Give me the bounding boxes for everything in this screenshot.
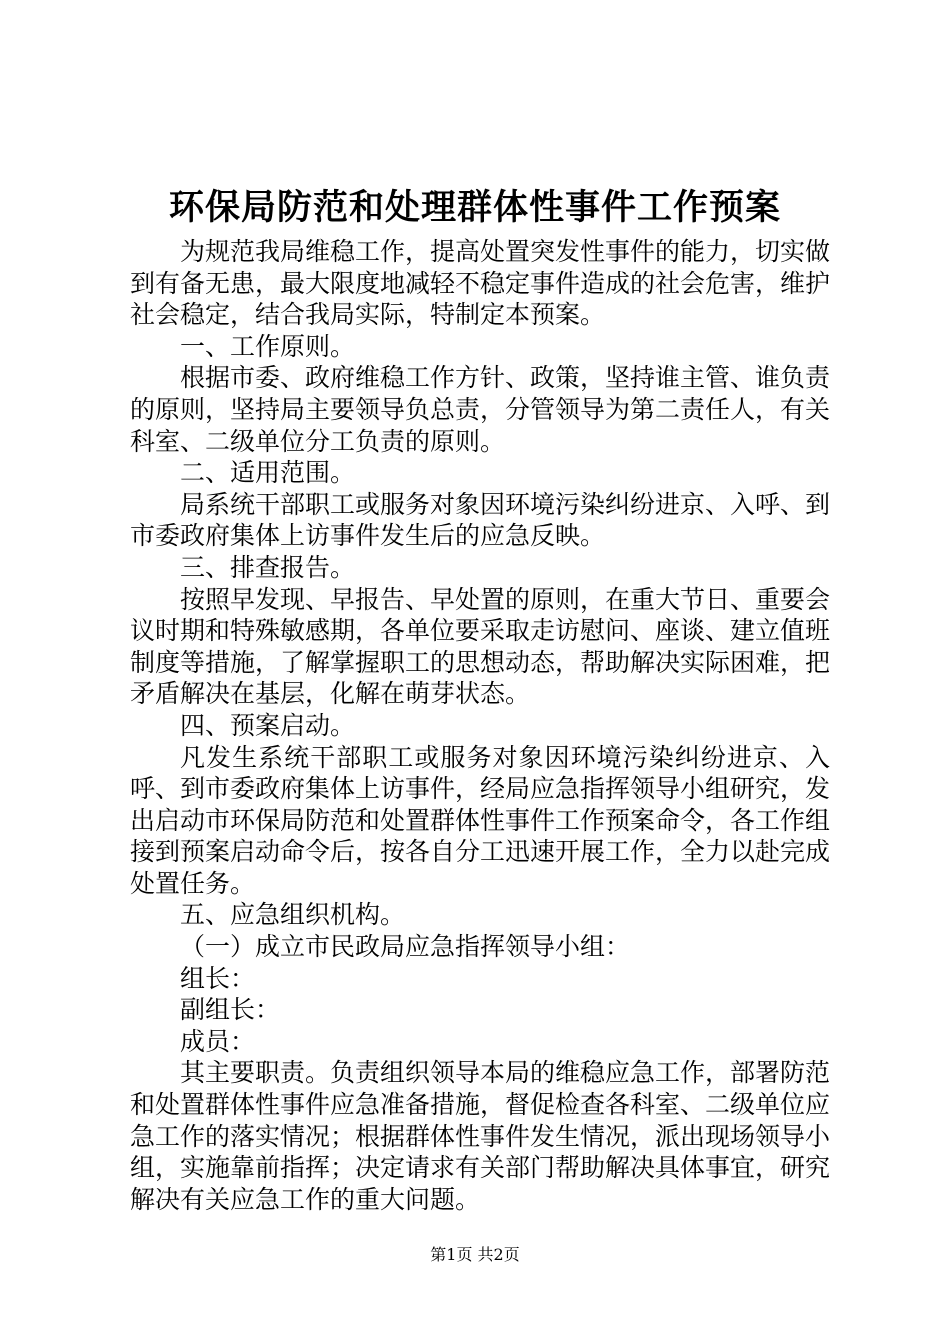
group-leader-line: 组长： [180, 963, 256, 993]
scope-paragraph: 局系统干部职工或服务对象因环境污染纠纷进京、入呼、到市委政府集体上访事件发生后的应急反映。 [130, 489, 831, 551]
subsection-heading-leadership-group: （一）成立市民政局应急指挥领导小组： [180, 932, 631, 962]
members-line: 成员： [180, 1026, 256, 1056]
responsibilities-paragraph: 其主要职责。负责组织领导本局的维稳应急工作，部署防范和处置群体性事件应急准备措施，督促检查各科室、二级单位应急工作的落实情况；根据群体性事件发生情况，派出现场领导小组，实施靠前指挥；决定请求有关部门帮助解决具体事宜，研究解决有关应急工作的重大问题。 [130, 1058, 831, 1214]
document-title: 环保局防范和处理群体性事件工作预案 [168, 187, 781, 228]
principles-paragraph: 根据市委、政府维稳工作方针、政策，坚持谁主管、谁负责的原则，坚持局主要领导负总责，分管领导为第二责任人，有关科室、二级单位分工负责的原则。 [130, 363, 831, 456]
deputy-leader-line: 副组长： [180, 995, 281, 1025]
section-heading-principles: 一、工作原则。 [180, 331, 356, 361]
document-body [130, 236, 830, 1215]
section-heading-reporting: 三、排查报告。 [180, 552, 356, 582]
section-heading-activation: 四、预案启动。 [180, 710, 356, 740]
section-heading-scope: 二、适用范围。 [180, 458, 356, 488]
intro-paragraph: 为规范我局维稳工作，提高处置突发性事件的能力，切实做到有备无患，最大限度地减轻不稳定事件造成的社会危害，维护社会稳定，结合我局实际，特制定本预案。 [130, 237, 831, 330]
section-heading-organization: 五、应急组织机构。 [180, 900, 406, 930]
page-indicator: 第1页 共2页 [430, 1245, 520, 1264]
reporting-paragraph: 按照早发现、早报告、早处置的原则，在重大节日、重要会议时期和特殊敏感期，各单位要采取走访慰问、座谈、建立值班制度等措施，了解掌握职工的思想动态，帮助解决实际困难，把矛盾解决在基层，化解在萌芽状态。 [130, 584, 831, 709]
activation-paragraph: 凡发生系统干部职工或服务对象因环境污染纠纷进京、入呼、到市委政府集体上访事件，经局应急指挥领导小组研究，发出启动市环保局防范和处置群体性事件工作预案命令，各工作组接到预案启动命令后，按各自分工迅速开展工作，全力以赴完成处置任务。 [130, 742, 831, 898]
